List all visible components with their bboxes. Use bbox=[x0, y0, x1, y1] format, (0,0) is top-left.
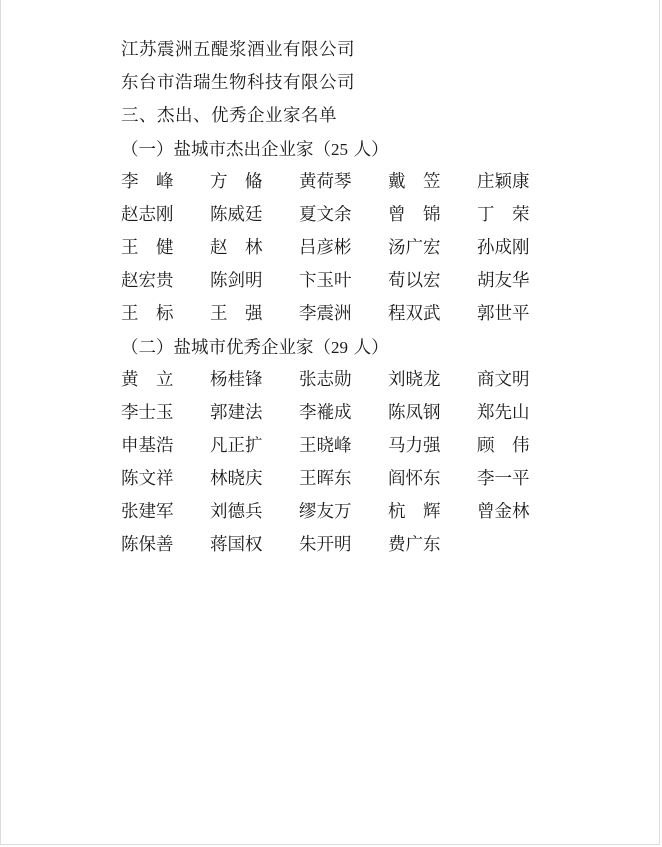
person-name: 陈剑明 bbox=[210, 271, 263, 291]
outstanding-heading bbox=[121, 133, 581, 166]
company-name-1: 江苏震洲五醍浆酒业有限公司 bbox=[121, 40, 355, 60]
outstanding-heading-prefix: （一）盐城市杰出企业家（ bbox=[121, 140, 331, 160]
person-name: 刘德兵 bbox=[210, 502, 263, 522]
person-name: 王晖东 bbox=[299, 469, 352, 489]
person-name: 陈威廷 bbox=[210, 205, 263, 225]
person-name: 费广东 bbox=[388, 535, 441, 555]
person-name: 戴 笠 bbox=[388, 172, 441, 192]
person-name: 卞玉叶 bbox=[299, 271, 352, 291]
person-name: 王晓峰 bbox=[299, 436, 352, 456]
person-name: 丁 荣 bbox=[477, 205, 530, 225]
person-name: 赵志刚 bbox=[121, 205, 174, 225]
person-name: 赵 林 bbox=[210, 238, 263, 258]
excellent-heading bbox=[121, 331, 581, 364]
person-name: 凡正扩 bbox=[210, 436, 263, 456]
person-name: 黄荷琴 bbox=[299, 172, 352, 192]
person-name: 申基浩 bbox=[121, 436, 174, 456]
person-name: 王 标 bbox=[121, 304, 174, 324]
person-name: 吕彦彬 bbox=[299, 238, 352, 258]
person-name: 马力强 bbox=[388, 436, 441, 456]
person-name: 刘晓龙 bbox=[388, 370, 441, 390]
section-heading: 三、杰出、优秀企业家名单 bbox=[121, 106, 337, 126]
outstanding-name-list bbox=[121, 166, 581, 331]
name-row bbox=[121, 463, 581, 496]
person-name: 荀以宏 bbox=[388, 271, 441, 291]
person-name: 胡友华 bbox=[477, 271, 530, 291]
name-row bbox=[121, 232, 581, 265]
person-name: 李震洲 bbox=[299, 304, 352, 324]
document-content bbox=[121, 34, 581, 562]
company-name-2: 东台市浩瑞生物科技有限公司 bbox=[121, 73, 355, 93]
person-name: 李士玉 bbox=[121, 403, 174, 423]
person-name: 郑先山 bbox=[477, 403, 530, 423]
name-row bbox=[121, 529, 581, 562]
person-name: 缪友万 bbox=[299, 502, 352, 522]
excellent-heading-prefix: （二）盐城市优秀企业家（ bbox=[121, 338, 331, 358]
person-name: 陈文祥 bbox=[121, 469, 174, 489]
person-name: 赵宏贵 bbox=[121, 271, 174, 291]
person-name: 林晓庆 bbox=[210, 469, 263, 489]
person-name: 李一平 bbox=[477, 469, 530, 489]
person-name: 郭建法 bbox=[210, 403, 263, 423]
person-name: 蒋国权 bbox=[210, 535, 263, 555]
outstanding-heading-suffix: 人） bbox=[348, 140, 389, 160]
person-name: 庄颖康 bbox=[477, 172, 530, 192]
name-row bbox=[121, 397, 581, 430]
name-row bbox=[121, 496, 581, 529]
person-name: 朱开明 bbox=[299, 535, 352, 555]
person-name: 顾 伟 bbox=[477, 436, 530, 456]
person-name: 陈保善 bbox=[121, 535, 174, 555]
person-name: 李 峰 bbox=[121, 172, 174, 192]
person-name: 王 强 bbox=[210, 304, 263, 324]
person-name: 黄 立 bbox=[121, 370, 174, 390]
person-name: 孙成刚 bbox=[477, 238, 530, 258]
person-name: 陈凤钢 bbox=[388, 403, 441, 423]
name-row bbox=[121, 298, 581, 331]
name-row bbox=[121, 430, 581, 463]
person-name: 曾金林 bbox=[477, 502, 530, 522]
person-name: 阎怀东 bbox=[388, 469, 441, 489]
person-name: 方 偹 bbox=[210, 172, 263, 192]
person-name: 郭世平 bbox=[477, 304, 530, 324]
person-name: 杨桂锋 bbox=[210, 370, 263, 390]
name-row bbox=[121, 199, 581, 232]
person-name: 李褦成 bbox=[299, 403, 352, 423]
name-row bbox=[121, 265, 581, 298]
person-name: 商文明 bbox=[477, 370, 530, 390]
person-name: 王 健 bbox=[121, 238, 174, 258]
person-name: 张志勋 bbox=[299, 370, 352, 390]
person-name: 汤广宏 bbox=[388, 238, 441, 258]
name-row bbox=[121, 364, 581, 397]
excellent-name-list bbox=[121, 364, 581, 562]
excellent-heading-suffix: 人） bbox=[348, 338, 389, 358]
outstanding-count: 25 bbox=[331, 140, 348, 159]
person-name: 夏文余 bbox=[299, 205, 352, 225]
person-name: 程双武 bbox=[388, 304, 441, 324]
person-name: 张建军 bbox=[121, 502, 174, 522]
person-name: 曾 锦 bbox=[388, 205, 441, 225]
excellent-count: 29 bbox=[331, 338, 348, 357]
person-name: 杭 辉 bbox=[388, 502, 441, 522]
name-row bbox=[121, 166, 581, 199]
